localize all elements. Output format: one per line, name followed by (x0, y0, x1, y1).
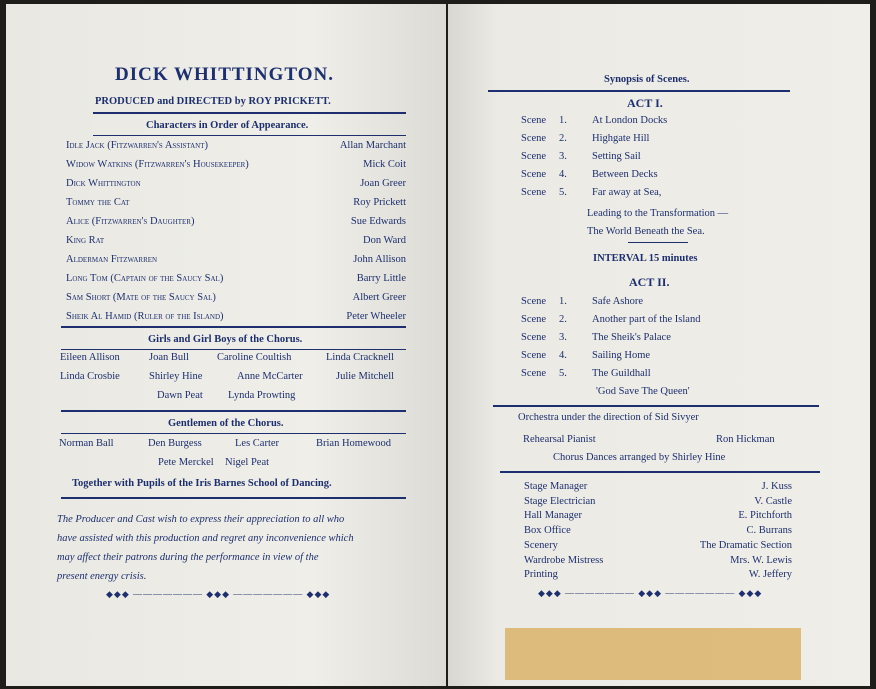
act2-heading: ACT II. (629, 275, 670, 289)
ornament: ◆◆◆ ——————— ◆◆◆ ——————— ◆◆◆ (106, 589, 331, 599)
together-line: Together with Pupils of the Iris Barnes School of Dancing. (72, 478, 332, 489)
character-role: Long Tom (Captain of the Saucy Sal) (66, 273, 224, 284)
staff-role: Box Office (524, 525, 571, 537)
scene-label: Scene (521, 368, 547, 379)
scene-label: Scene (521, 187, 547, 198)
character-role: Idle Jack (Fitzwarren's Assistant) (66, 140, 209, 151)
character-actor: John Allison (353, 254, 406, 265)
scene-label: Scene (521, 133, 547, 144)
ornament: ◆◆◆ ——————— ◆◆◆ ——————— ◆◆◆ (538, 588, 763, 598)
staff-name: J. Kuss (761, 481, 792, 492)
divider (488, 90, 790, 92)
scene-number: 2. (559, 314, 567, 325)
interval-text: INTERVAL 15 minutes (593, 253, 698, 264)
scene-title: The Guildhall (592, 368, 651, 379)
scene-number: 4. (559, 350, 567, 361)
staff-name: The Dramatic Section (699, 539, 792, 551)
pianist-name: Ron Hickman (716, 434, 775, 445)
characters-heading: Characters in Order of Appearance. (146, 120, 309, 131)
character-role: King Rat (66, 235, 105, 246)
character-actor: Mick Coit (363, 159, 406, 170)
staff-role: Stage Manager (524, 481, 588, 492)
orchestra-text: Orchestra under the direction of Sid Sivyer (518, 412, 699, 423)
scene-title: Between Decks (592, 169, 658, 180)
gentlemen-heading: Gentlemen of the Chorus. (168, 418, 284, 429)
tape-bottom (505, 628, 801, 680)
scene-title: Sailing Home (592, 350, 651, 361)
act1-heading: ACT I. (627, 96, 663, 110)
staff-role: Wardrobe Mistress (524, 554, 604, 566)
pianist-label: Rehearsal Pianist (523, 434, 596, 445)
character-actor: Roy Prickett (353, 197, 406, 208)
scene-title: Far away at Sea, (592, 187, 662, 198)
character-role: Dick Whittington (66, 178, 141, 189)
scene-number: 1. (559, 115, 567, 126)
chorus-member: Linda Crosbie (60, 371, 120, 382)
gentleman-member: Nigel Peat (225, 457, 270, 468)
chorus-member: Julie Mitchell (336, 371, 395, 382)
staff-name: W. Jeffery (748, 569, 792, 581)
gentleman-member: Den Burgess (148, 438, 202, 449)
scene-label: Scene (521, 314, 547, 325)
staff-role: Printing (524, 569, 558, 581)
scene-title: Safe Ashore (592, 296, 644, 307)
staff-name: C. Burrans (746, 525, 792, 537)
character-role: Sheik Al Hamid (Ruler of the Island) (66, 311, 224, 322)
scene-label: Scene (521, 115, 547, 126)
staff-role: Hall Manager (524, 510, 583, 522)
chorus-member: Lynda Prowting (228, 390, 296, 401)
gentleman-member: Pete Merckel (158, 457, 214, 468)
scene-title: Another part of the Island (592, 314, 701, 325)
character-role: Alderman Fitzwarren (66, 254, 158, 265)
divider (61, 326, 406, 328)
divider (61, 497, 406, 499)
character-actor: Peter Wheeler (346, 311, 406, 322)
staff-name: Mrs. W. Lewis (730, 554, 792, 566)
programme-title: DICK WHITTINGTON. (115, 64, 335, 85)
synopsis-heading: Synopsis of Scenes. (604, 74, 690, 85)
scene-number: 2. (559, 133, 567, 144)
scene-number: 4. (559, 169, 567, 180)
scene-number: 5. (559, 187, 567, 198)
scene-title: Highgate Hill (592, 133, 650, 144)
divider (61, 433, 406, 434)
character-role: Alice (Fitzwarren's Daughter) (66, 216, 195, 227)
dances-text: Chorus Dances arranged by Shirley Hine (553, 452, 726, 463)
scene-label: Scene (521, 169, 547, 180)
note-line: may affect their patrons during the performance in view of the (57, 552, 319, 563)
scene-label: Scene (521, 332, 547, 343)
character-role: Widow Watkins (Fitzwarren's Housekeeper) (66, 159, 249, 170)
anthem-text: 'God Save The Queen' (596, 386, 690, 397)
chorus-member: Shirley Hine (149, 371, 203, 382)
scene-number: 5. (559, 368, 567, 379)
chorus-member: Linda Cracknell (326, 352, 394, 363)
scene-label: Scene (521, 296, 547, 307)
character-actor: Don Ward (363, 235, 406, 246)
character-actor: Joan Greer (360, 178, 406, 189)
divider (628, 242, 688, 243)
divider (493, 405, 819, 407)
chorus-member: Joan Bull (149, 352, 189, 363)
scene-number: 3. (559, 151, 567, 162)
gentleman-member: Brian Homewood (316, 438, 391, 449)
scene-label: Scene (521, 350, 547, 361)
gentleman-member: Les Carter (235, 438, 280, 449)
gentleman-member: Norman Ball (59, 438, 114, 449)
staff-name: V. Castle (754, 495, 792, 507)
right-page (448, 4, 870, 686)
act1-continuation: The World Beneath the Sea. (587, 226, 705, 237)
note-line: present energy crisis. (57, 571, 147, 582)
note-line: have assisted with this production and regret any inconvenience which (57, 533, 354, 544)
chorus-heading: Girls and Girl Boys of the Chorus. (148, 334, 303, 345)
divider (61, 410, 406, 412)
character-actor: Barry Little (356, 273, 406, 284)
divider (500, 471, 820, 473)
staff-role: Scenery (524, 539, 558, 551)
character-role: Tommy the Cat (66, 197, 130, 208)
chorus-member: Dawn Peat (157, 390, 203, 401)
divider (93, 135, 406, 136)
scene-number: 3. (559, 332, 567, 343)
character-actor: Sue Edwards (350, 216, 406, 227)
character-actor: Albert Greer (352, 292, 406, 303)
chorus-member: Anne McCarter (237, 371, 303, 382)
scene-title: At London Docks (592, 115, 668, 126)
scene-number: 1. (559, 296, 567, 307)
staff-name: E. Pitchforth (738, 510, 792, 522)
scene-label: Scene (521, 151, 547, 162)
note-line: The Producer and Cast wish to express their appreciation to all who (57, 514, 345, 525)
character-role: Sam Short (Mate of the Saucy Sal) (66, 292, 216, 303)
scene-title: Setting Sail (592, 151, 641, 162)
divider (61, 349, 406, 350)
scene-title: The Sheik's Palace (592, 332, 671, 343)
left-page (6, 4, 446, 686)
chorus-member: Eileen Allison (60, 352, 120, 363)
producer-line: PRODUCED and DIRECTED by ROY PRICKETT. (95, 96, 331, 107)
staff-role: Stage Electrician (524, 495, 596, 507)
chorus-member: Caroline Coultish (217, 352, 292, 363)
act1-continuation: Leading to the Transformation — (587, 208, 729, 219)
character-actor: Allan Marchant (339, 140, 406, 151)
divider (93, 112, 406, 114)
